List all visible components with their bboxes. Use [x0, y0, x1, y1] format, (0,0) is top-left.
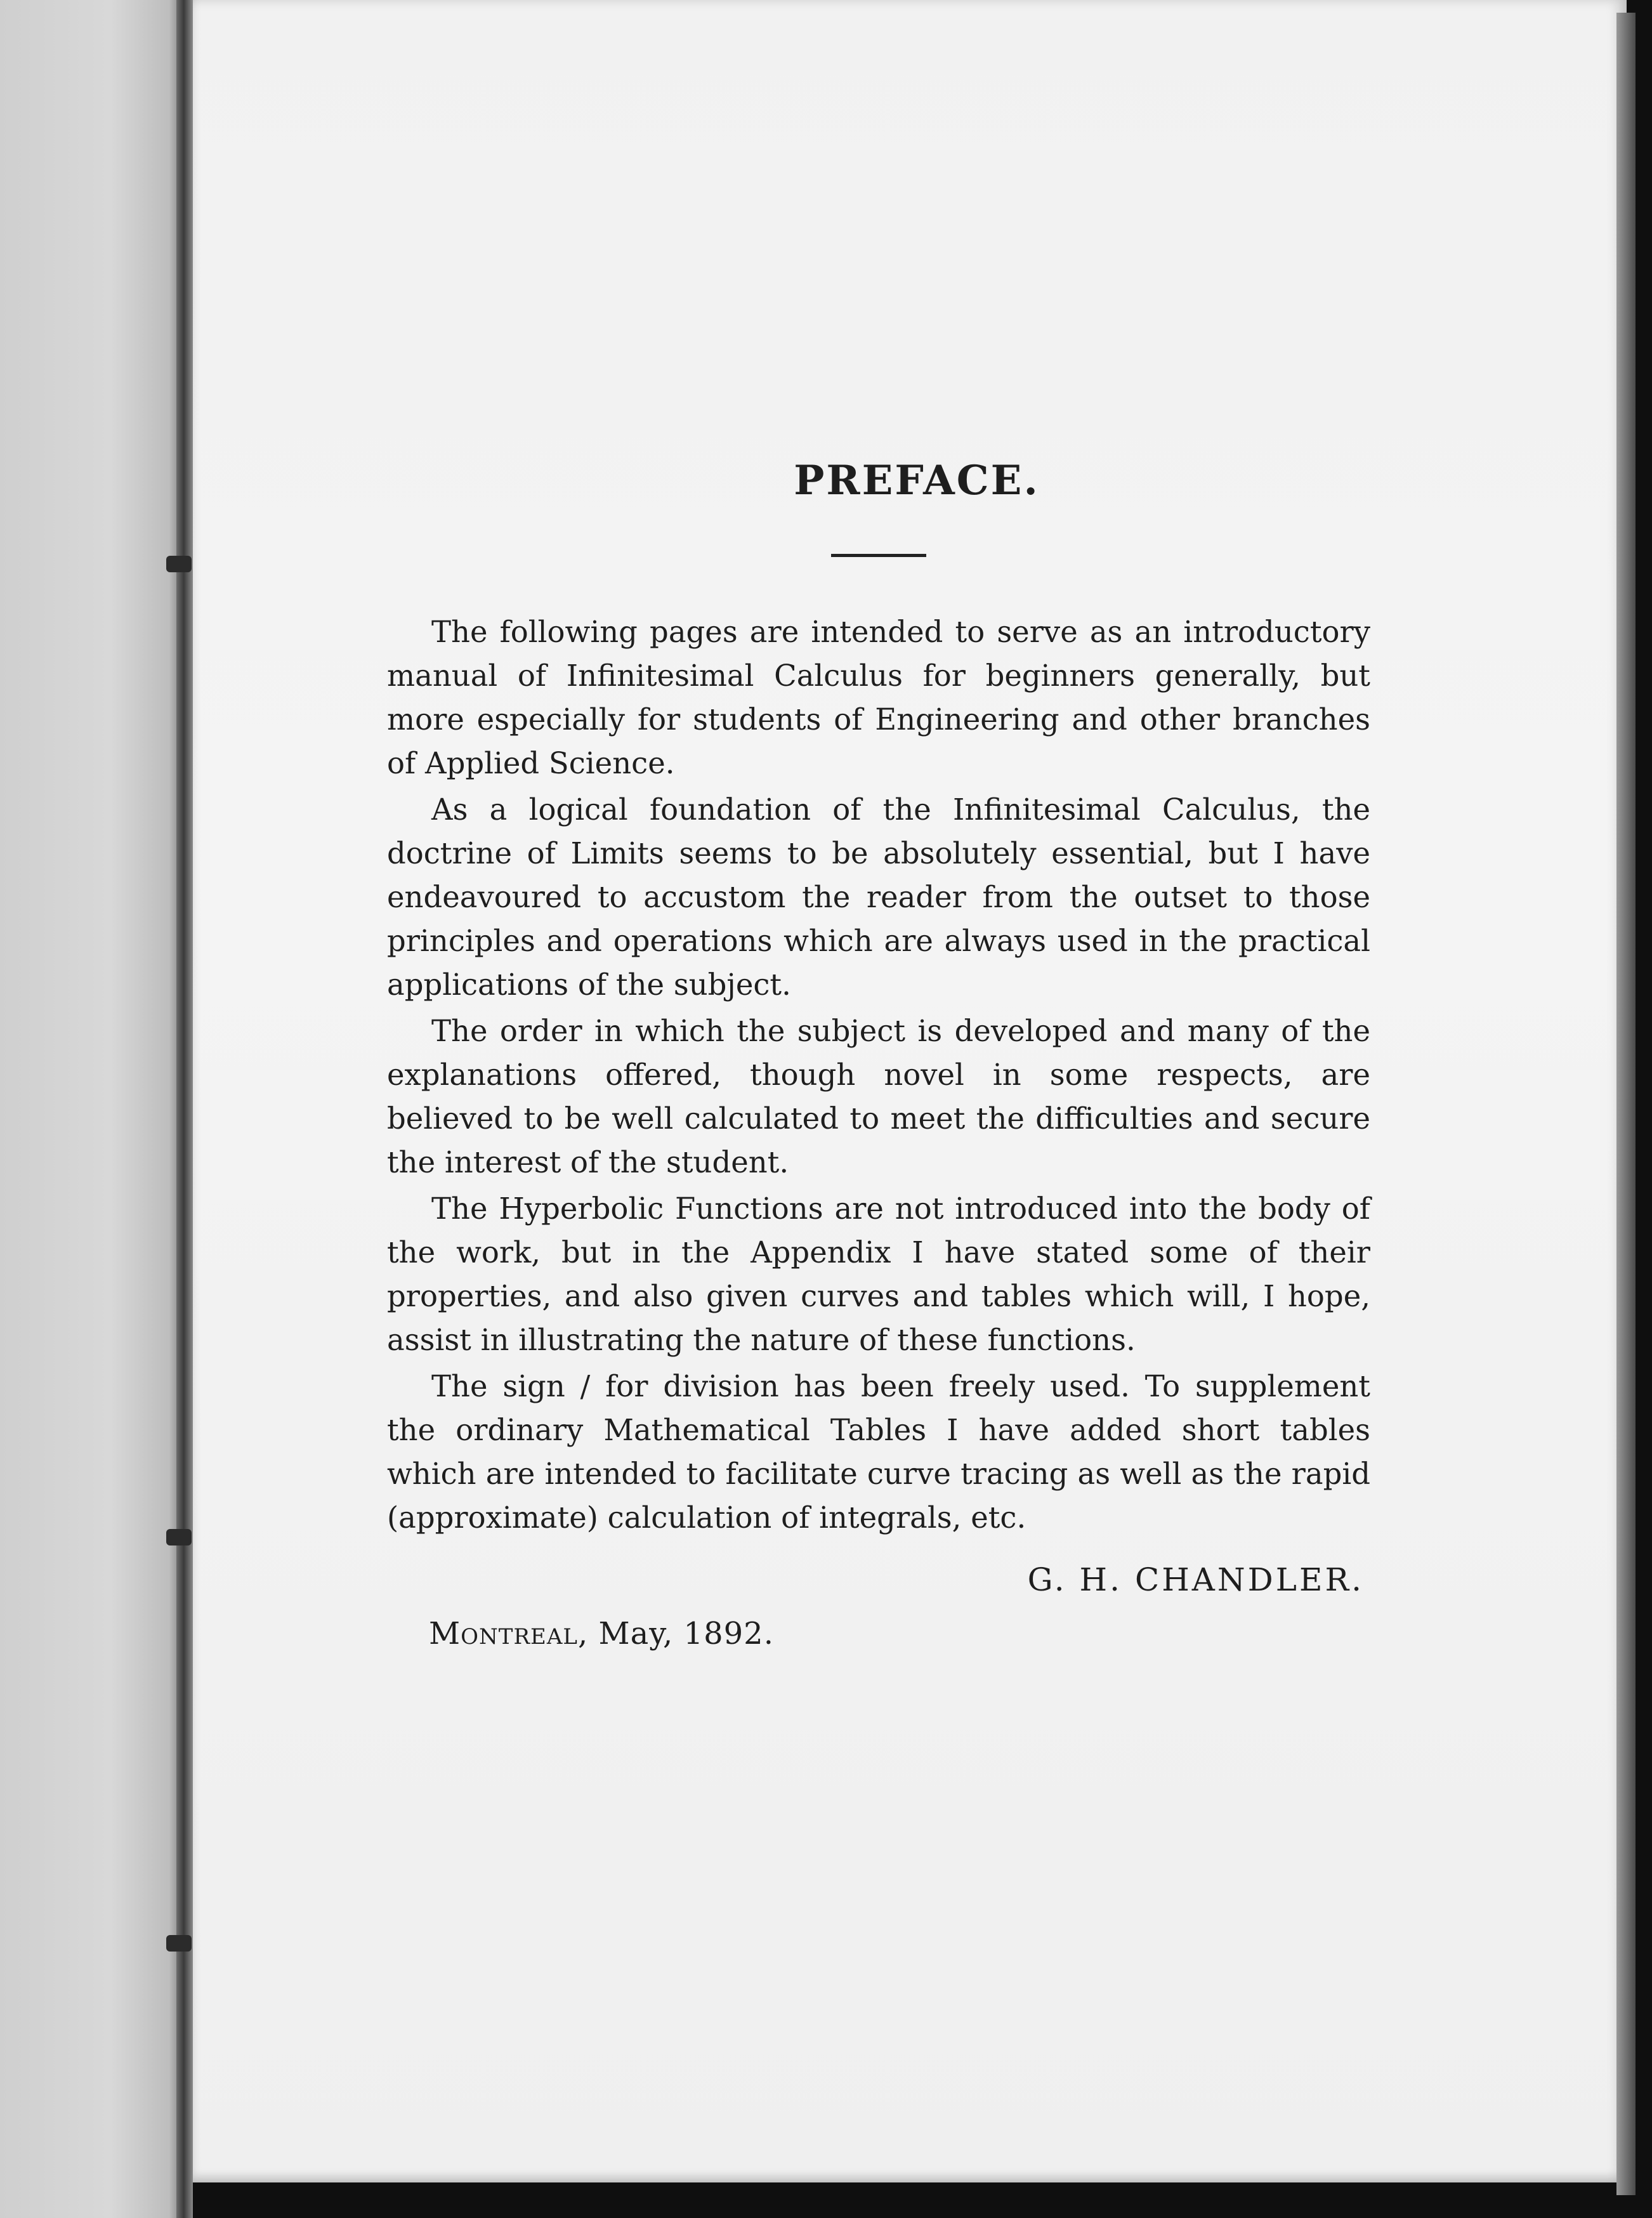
spine-mark: [166, 556, 192, 572]
spine-mark: [166, 1529, 192, 1545]
paragraph: The following pages are intended to serve as an introductory manual of Infinitesimal Calculus for beginners generally, but more especially for students of Engineering and other branches of Applied Science.: [387, 615, 1370, 780]
date: May, 1892.: [598, 1616, 774, 1651]
book-spine: [176, 0, 193, 2218]
paragraph: The Hyperbolic Functions are not introduced into the body of the work, but in the Appendix I have stated some of their properties, and also given curves and tables which will, I hope, assist in illustrating the nature of these functions.: [387, 1191, 1370, 1357]
preface-content: [387, 457, 1370, 1651]
place: Montreal,: [429, 1616, 589, 1651]
author-signature: G. H. CHANDLER.: [1027, 1561, 1364, 1598]
spine-mark: [166, 1935, 192, 1952]
paragraph: The sign / for division has been freely used. To supplement the ordinary Mathematical Tables I have added short tables which are intended to facilitate curve tracing as well as the rapid (approximate) calculation of integrals, etc.: [387, 1369, 1370, 1535]
paragraph: As a logical foundation of the Infinitesimal Calculus, the doctrine of Limits seems to be absolutely essential, but I have endeavoured to accustom the reader from the outset to those principles and operations which are always used in the practical applications of the subject.: [387, 792, 1370, 1002]
place-date: [387, 1616, 1370, 1651]
paragraph: The order in which the subject is developed and many of the explanations offered, though novel in some respects, are believed to be well calculated to meet the difficulties and secure the interest of the student.: [387, 1014, 1370, 1179]
facing-page-edge: [0, 0, 184, 2218]
page-title: PREFACE.: [794, 457, 1040, 504]
page-shadow-edge: [1616, 13, 1636, 2195]
title-rule: [831, 554, 926, 557]
